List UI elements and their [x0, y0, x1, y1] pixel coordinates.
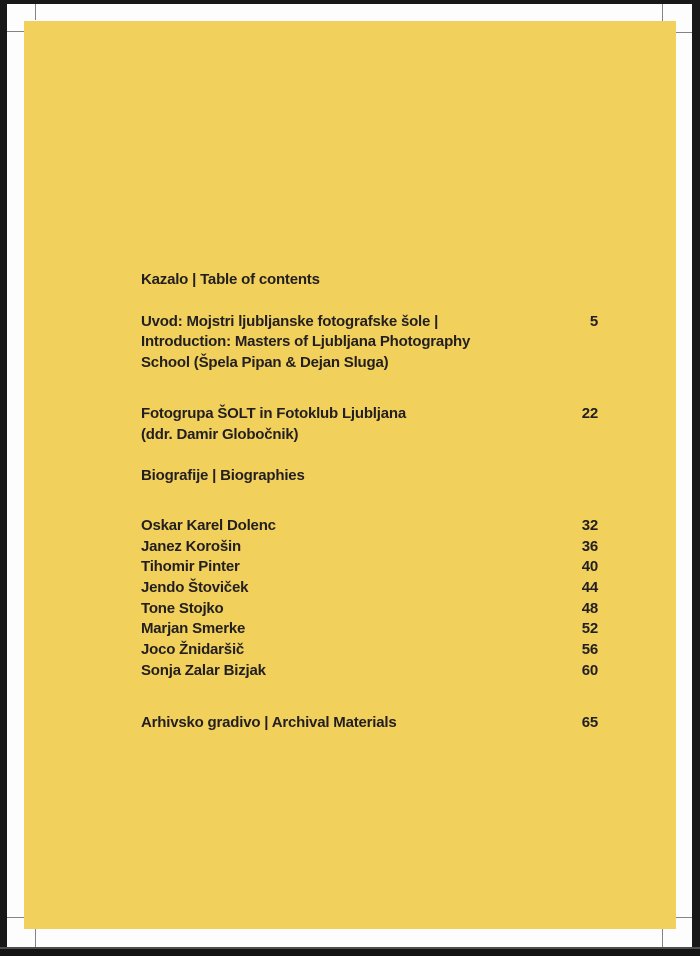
toc-entry-line: (ddr. Damir Globočnik)	[141, 425, 299, 443]
toc-entry-row	[141, 516, 598, 537]
toc-entry-line: Joco Žnidaršič	[141, 641, 245, 659]
frame-edge-left	[0, 0, 7, 956]
toc-entry-row	[141, 537, 598, 558]
page-number: 52	[581, 620, 598, 638]
toc-entry-line: Introduction: Masters of Ljubljana Photography	[141, 333, 471, 351]
section-heading: Biografije | Biographies	[141, 467, 305, 485]
crop-mark-top-right-horizontal	[676, 32, 692, 33]
page-number: 36	[581, 537, 598, 555]
yellow-page	[24, 21, 676, 929]
frame-edge-top	[0, 0, 700, 4]
page-number: 56	[581, 641, 598, 659]
toc-entry-line: Tone Stojko	[141, 599, 224, 617]
crop-mark-bottom-left-horizontal	[7, 917, 24, 918]
crop-mark-top-left-horizontal	[7, 31, 24, 32]
page-number: 65	[581, 713, 598, 731]
toc-entry-line: Tihomir Pinter	[141, 558, 240, 576]
toc-entry-row	[141, 640, 598, 661]
page-number: 32	[581, 516, 598, 534]
page-number: 40	[581, 558, 598, 576]
toc-entry-row	[141, 557, 598, 578]
toc-entry-line: Sonja Zalar Bizjak	[141, 661, 266, 679]
crop-mark-top-right-vertical	[662, 2, 663, 21]
frame-edge-bottom	[0, 947, 700, 956]
toc-entry-line: Oskar Karel Dolenc	[141, 516, 276, 534]
toc-entry-line: Janez Korošin	[141, 537, 241, 555]
toc-entry-line: Fotogrupa ŠOLT in Fotoklub Ljubljana	[141, 404, 406, 422]
page-number: 22	[581, 404, 598, 422]
crop-mark-bottom-right-vertical	[662, 929, 663, 947]
toc-entry-line: School (Špela Pipan & Dejan Sluga)	[141, 354, 389, 372]
page-number: 5	[589, 312, 598, 330]
toc-entry-fotogrupa	[141, 404, 598, 445]
toc-heading-row	[141, 270, 598, 291]
page-number: 60	[581, 661, 598, 679]
toc-entry-archival	[141, 713, 598, 734]
toc-entry-row	[141, 661, 598, 682]
toc-entry-row	[141, 578, 598, 599]
table-of-contents	[141, 270, 598, 733]
toc-entry-row	[141, 599, 598, 620]
page-title: Kazalo | Table of contents	[141, 271, 320, 288]
toc-entry-line: Jendo Štoviček	[141, 579, 249, 597]
frame-edge-right	[692, 0, 700, 956]
toc-entry-line: Marjan Smerke	[141, 620, 246, 638]
page-number: 44	[581, 579, 598, 597]
crop-mark-top-left-vertical	[35, 2, 36, 20]
toc-entry-intro	[141, 312, 598, 374]
toc-biographies-list	[141, 516, 598, 682]
toc-entry-row	[141, 619, 598, 640]
crop-mark-bottom-right-horizontal	[676, 917, 692, 918]
toc-entry-line: Uvod: Mojstri ljubljanske fotografske šole |	[141, 312, 439, 330]
crop-mark-bottom-left-vertical	[35, 929, 36, 947]
page-number: 48	[581, 599, 598, 617]
toc-entry-line: Arhivsko gradivo | Archival Materials	[141, 713, 397, 731]
toc-section-heading-biographies	[141, 466, 598, 487]
